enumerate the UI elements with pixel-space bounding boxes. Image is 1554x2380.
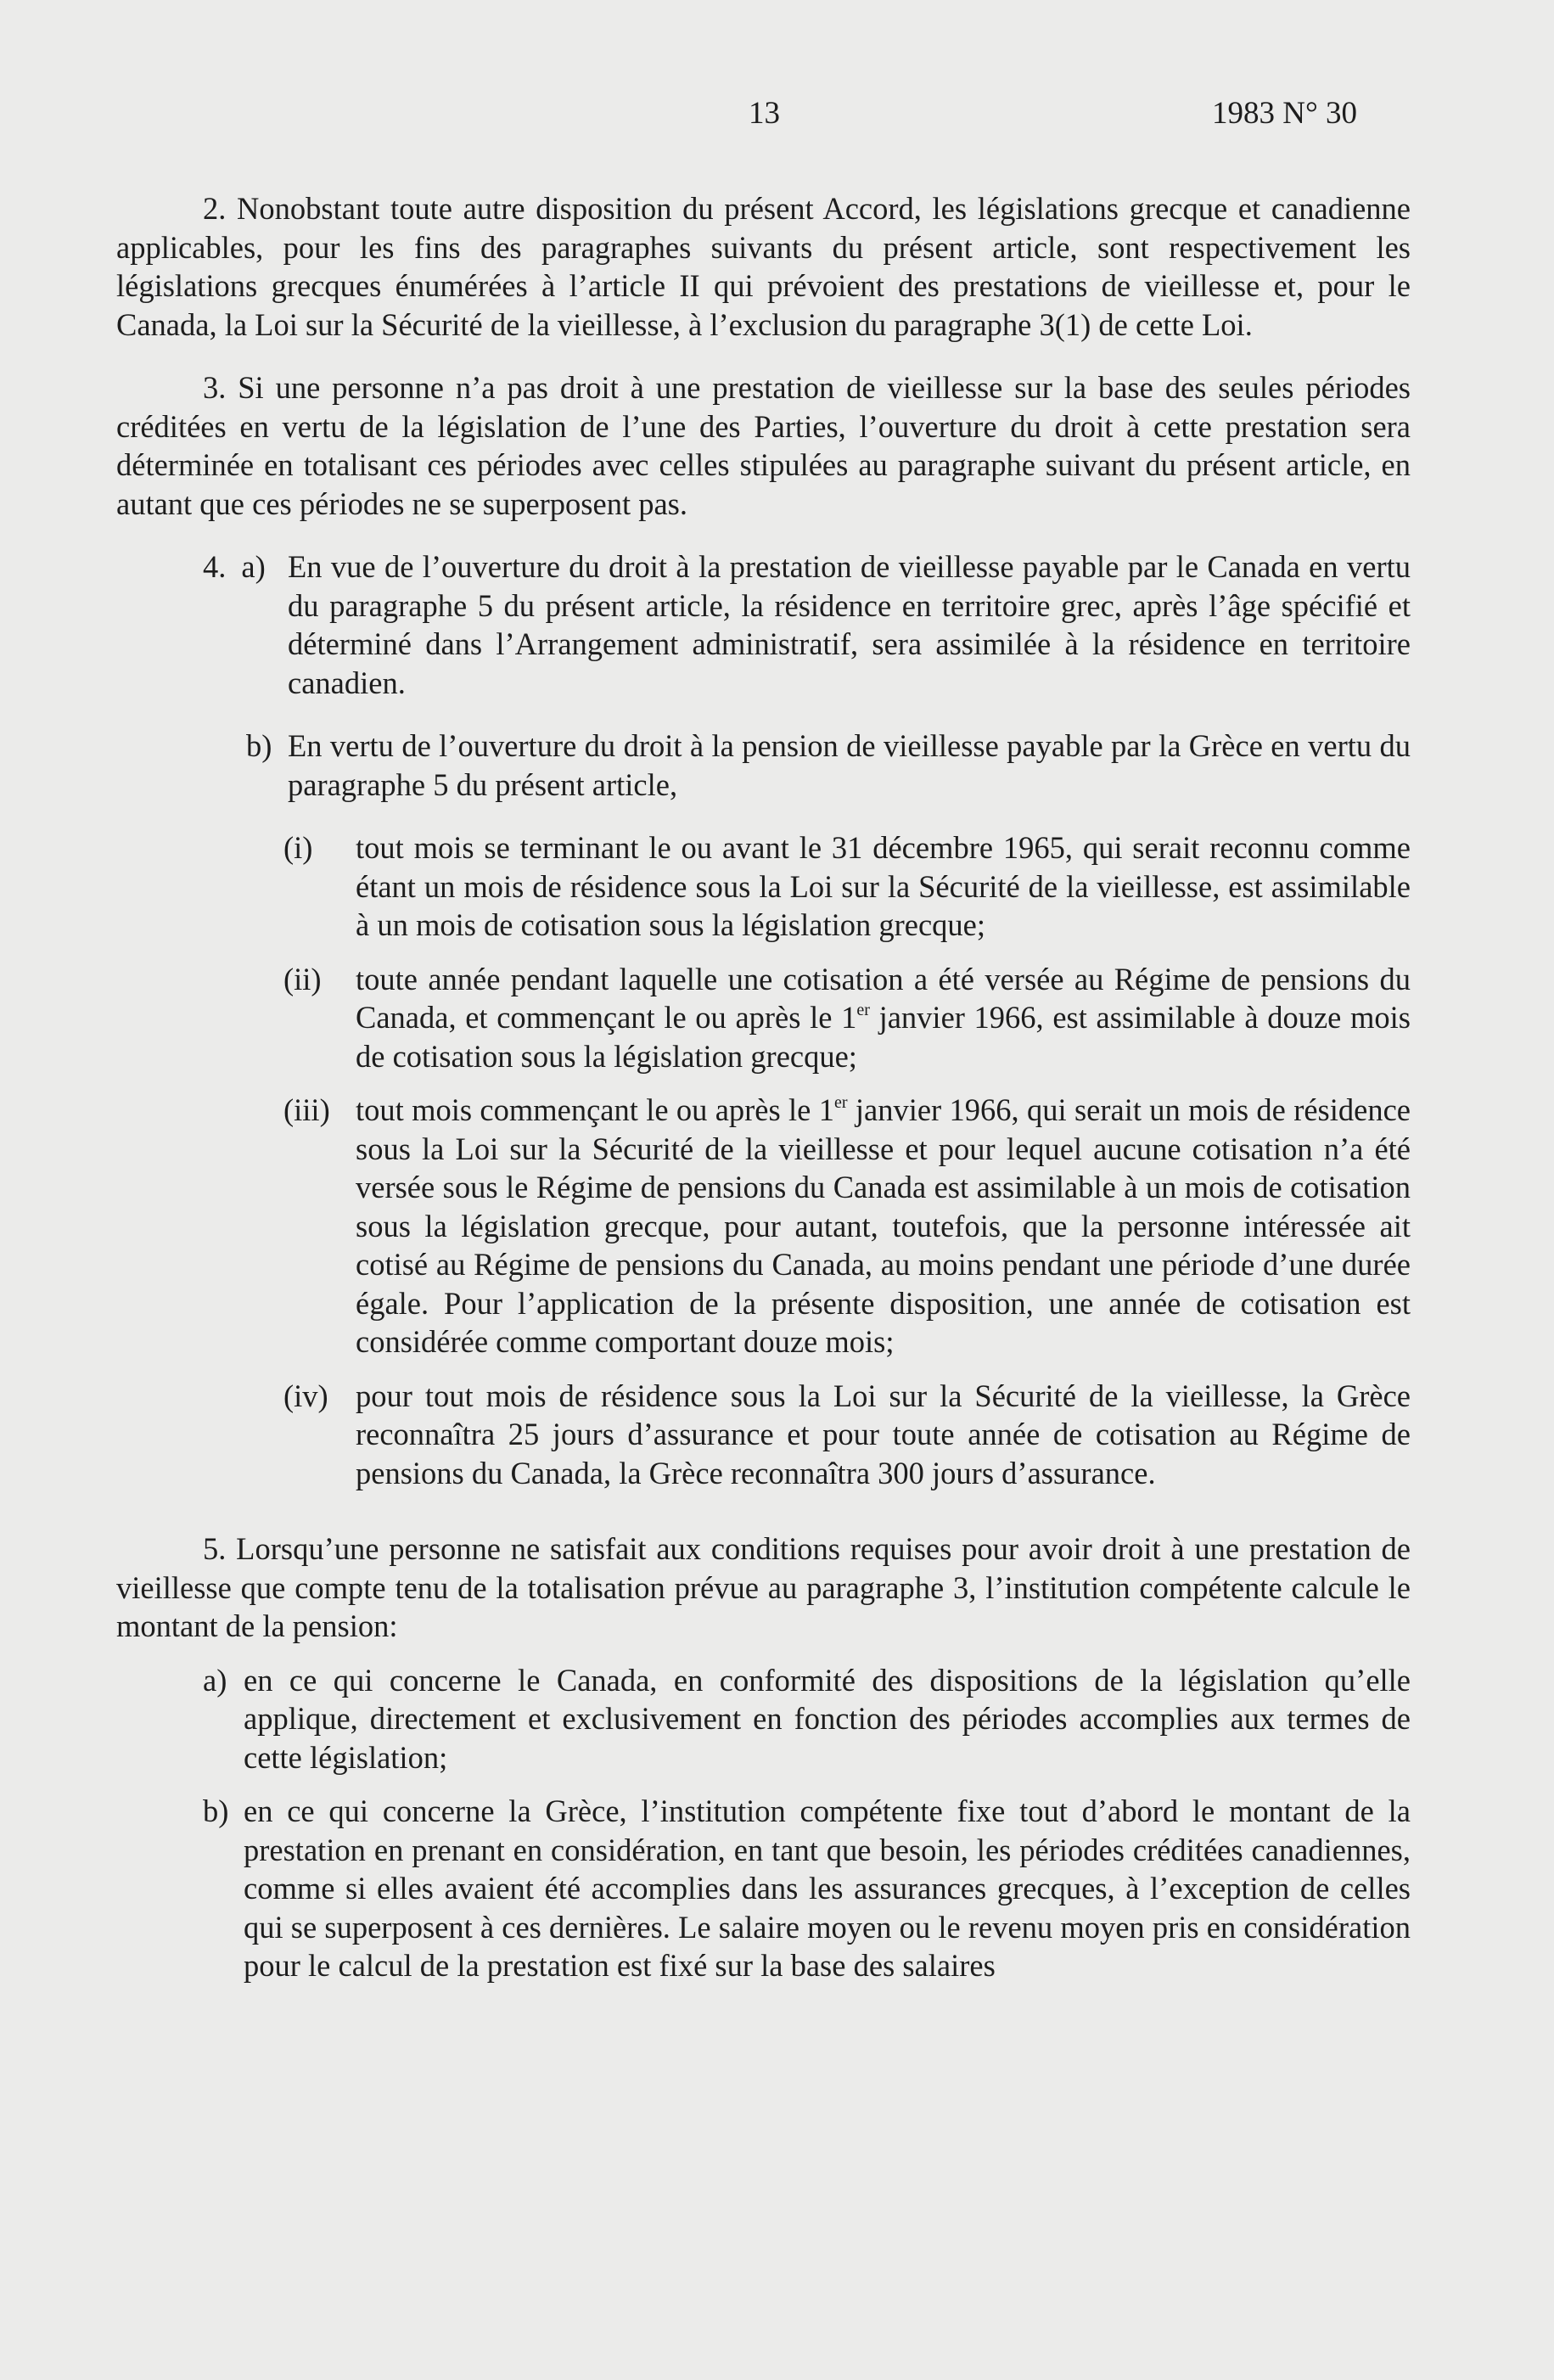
document-body <box>116 189 1411 1985</box>
subparagraph-ii-label: (ii) <box>283 961 322 996</box>
paragraph-5-a-label: a) <box>203 1662 227 1698</box>
paragraph-4-b-text: En vertu de l’ouverture du droit à la pension de vieillesse payable par la Grèce en vertu du paragraphe 5 du présent article, <box>288 728 1411 802</box>
subparagraph-iv-label: (iv) <box>283 1378 328 1413</box>
paragraph-5-intro: 5. Lorsqu’une personne ne satisfait aux conditions requises pour avoir droit à une prestation de vieillesse que compte tenu de la totalisation prévue au paragraphe 3, l’institution compétente calcule le montant de la pension: <box>116 1531 1411 1643</box>
page-number: 13 <box>749 96 780 131</box>
subparagraph-iii-label: (iii) <box>283 1092 330 1127</box>
paragraph-4-b-label: b) <box>246 728 272 763</box>
paragraph-5-a-text: en ce qui concerne le Canada, en conformité des dispositions de la législation qu’elle applique, directement et exclusivement en fonction des périodes accomplies aux termes de cette législation; <box>244 1662 1411 1775</box>
paragraph-4-a <box>116 547 1411 702</box>
paragraph-5-b <box>116 1792 1411 1985</box>
subparagraph-iv-text: pour tout mois de résidence sous la Loi sur la Sécurité de la vieillesse, la Grèce reconnaîtra 25 jours d’assurance et pour toute année de cotisation au Régime de pensions du Canada, la Grèce reconnaîtra 300 jours d’assurance. <box>356 1378 1411 1490</box>
page-header <box>0 95 1554 146</box>
subparagraph-ii-text: toute année pendant laquelle une cotisation a été versée au Régime de pensions du Canada, et commençant le ou après le 1er janvier 1966, est assimilable à douze mois de cotisation sous la législation grecque; <box>356 961 1411 1074</box>
paragraph-5-b-label: b) <box>203 1793 229 1828</box>
subparagraph-iii <box>116 1091 1411 1361</box>
subparagraph-i-text: tout mois se terminant le ou avant le 31 décembre 1965, qui serait reconnu comme étant un mois de résidence sous la Loi sur la Sécurité de la vieillesse, est assimilable à un mois de cotisation sous la législation grecque; <box>356 830 1411 942</box>
paragraph-4-a-label: 4. a) <box>203 549 266 584</box>
paragraph-4-b <box>116 727 1411 804</box>
subparagraph-i-label: (i) <box>283 830 313 865</box>
paragraph-4-a-text: En vue de l’ouverture du droit à la prestation de vieillesse payable par le Canada en vertu du paragraphe 5 du présent article, la résidence en territoire grec, après l’âge spécifié et déterminé dans l’Arrangement administratif, sera assimilée à la résidence en territoire canadien. <box>288 549 1411 700</box>
paragraph-2: 2. Nonobstant toute autre disposition du présent Accord, les législations grecque et canadienne applicables, pour les fins des paragraphes suivants du présent article, sont respectivement les législations grecques énumérées à l’article II qui prévoient des prestations de vieillesse et, pour le Canada, la Loi sur la Sécurité de la vieillesse, à l’exclusion du paragraphe 3(1) de cette Loi. <box>116 191 1411 342</box>
document-reference: 1983 N° 30 <box>1212 96 1358 131</box>
paragraph-3: 3. Si une personne n’a pas droit à une prestation de vieillesse sur la base des seules périodes créditées en vertu de la législation de l’une des Parties, l’ouverture du droit à cette prestation sera déterminée en totalisant ces périodes avec celles stipulées au paragraphe suivant du présent article, en autant que ces périodes ne se superposent pas. <box>116 370 1411 521</box>
subparagraph-iv <box>116 1377 1411 1493</box>
paragraph-5-b-text: en ce qui concerne la Grèce, l’institution compétente fixe tout d’abord le montant de la prestation en prenant en considération, en tant que besoin, les périodes créditées canadiennes, comme si elles avaient été accomplies dans les assurances grecques, à l’exception de celles qui se superposent à ces dernières. Le salaire moyen ou le revenu moyen pris en considération pour le calcul de la prestation est fixé sur la base des salaires <box>244 1793 1411 1983</box>
subparagraph-ii <box>116 960 1411 1076</box>
paragraph-5-a <box>116 1661 1411 1777</box>
subparagraph-i <box>116 828 1411 945</box>
subparagraph-iii-text: tout mois commençant le ou après le 1er janvier 1966, qui serait un mois de résidence sous la Loi sur la Sécurité de la vieillesse et pour lequel aucune cotisation n’a été versée sous le Régime de pensions du Canada est assimilable à un mois de cotisation sous la législation grecque, pour autant, toutefois, que la personne intéressée ait cotisé au Régime de pensions du Canada, au moins pendant une période d’une durée égale. Pour l’application de la présente disposition, une année de cotisation est considérée comme comportant douze mois; <box>356 1092 1411 1359</box>
